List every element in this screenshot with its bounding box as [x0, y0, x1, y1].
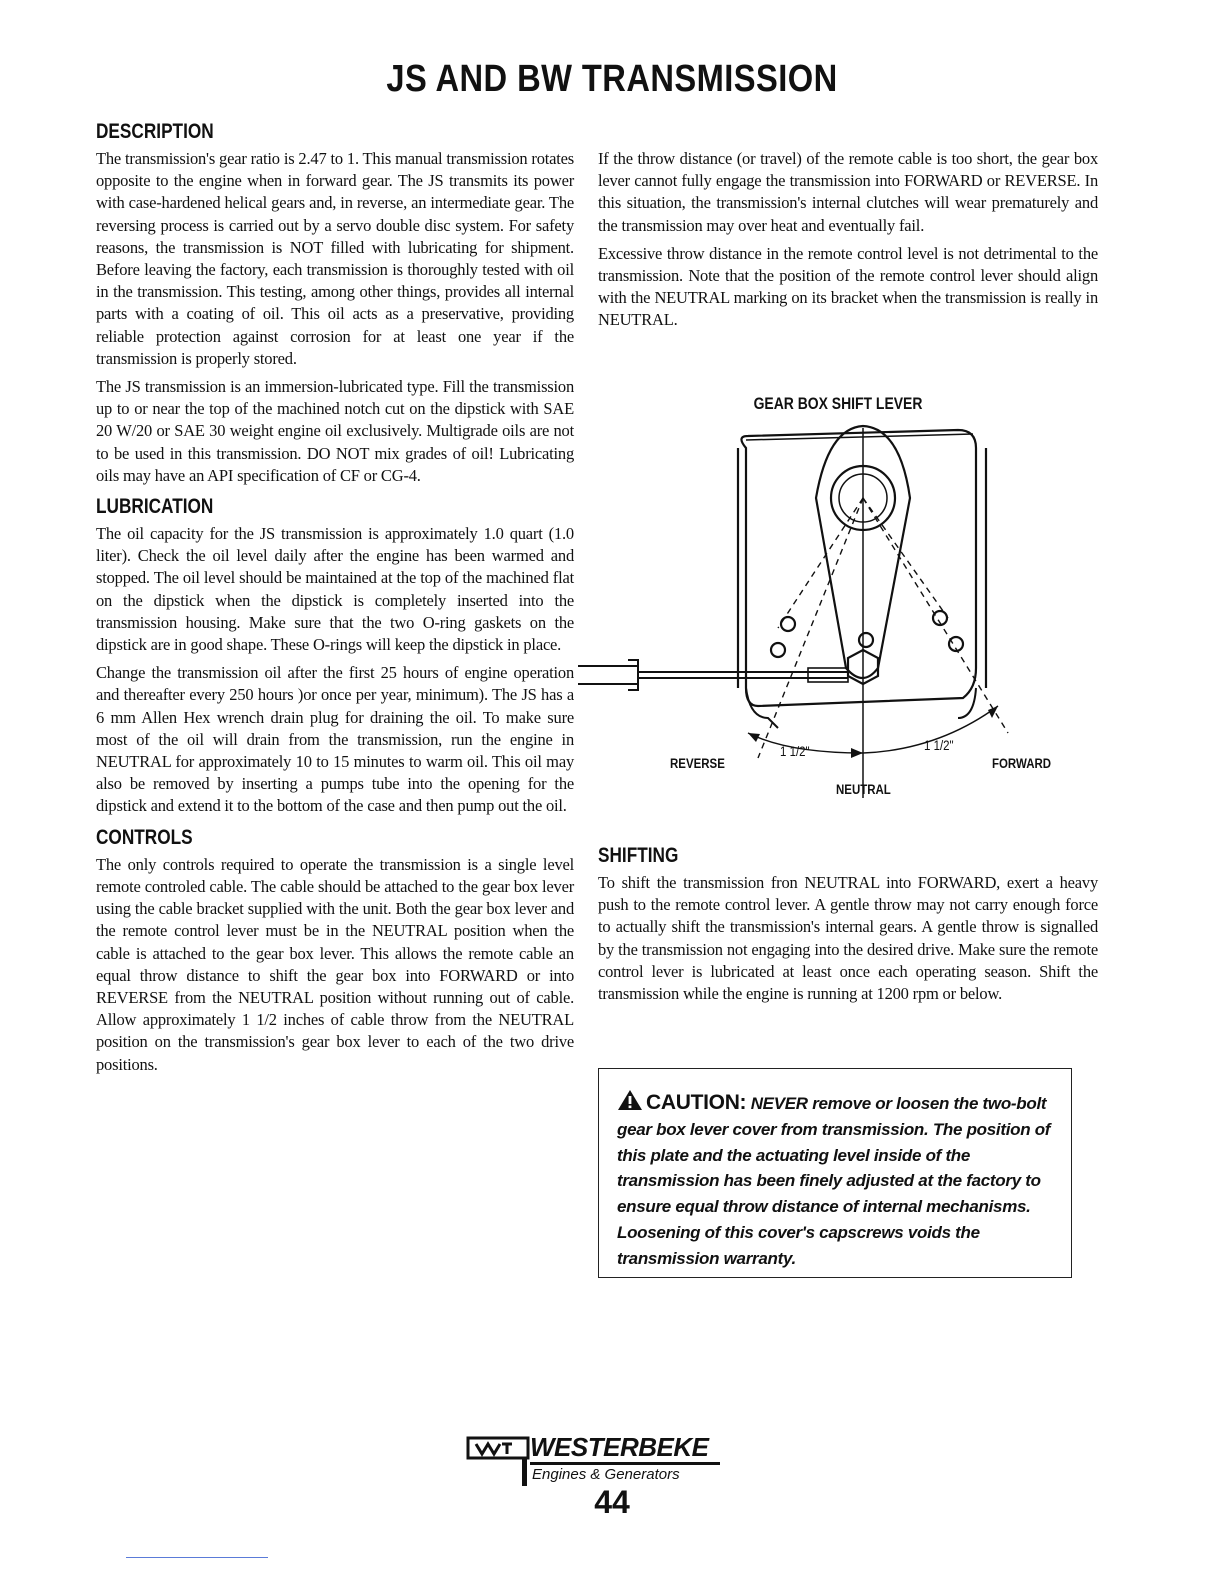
logo-brand: WESTERBEKE	[530, 1432, 709, 1462]
lubrication-heading: LUBRICATION	[96, 495, 214, 519]
logo-underline	[530, 1462, 720, 1465]
reverse-label: REVERSE	[670, 756, 725, 771]
page-number: 44	[594, 1484, 630, 1520]
neutral-label: NEUTRAL	[836, 782, 891, 797]
caution-label: CAUTION:	[646, 1091, 747, 1114]
shifting-heading: SHIFTING	[598, 844, 679, 867]
shifting-paragraph: To shift the transmission fron NEUTRAL into FORWARD, exert a heavy push to the remote control lever. A gentle throw may not carry enough force to actually shift the transmission's internal gears. A gentle throw is signalled by the transmission not engaging into the desired drive. Make sure the remote control lever is lubricated at least once each operating season. Shift the transmission while the engine is running at 1200 rpm or below.	[598, 873, 1098, 1004]
controls-paragraph-1: The only controls required to operate the transmission is a single level remote controled cable. The cable should be attached to the gear box lever using the cable bracket supplied with the unit. Both the gear box lever and the remote control lever must be in the NEUTRAL position when the cable is attached to the gear box lever. This allows the remote cable an equal throw distance to shift the gear box into FORWARD or into REVERSE from the NEUTRAL position without running out of cable. Allow approximately 1 1/2 inches of cable throw from the NEUTRAL position on the transmission's gear box lever to each of the two drive positions.	[96, 854, 574, 1074]
gear-box-shift-lever-figure	[578, 388, 1098, 828]
caution-text-block	[617, 1089, 1057, 1272]
dimension-left-label: 1 1/2"	[780, 744, 810, 759]
footer-rule	[126, 1557, 268, 1558]
westerbeke-logo	[466, 1432, 766, 1492]
left-column	[96, 120, 574, 1082]
description-paragraph-2: The JS transmission is an immersion-lubricated type. Fill the transmission up to or near the top of the machined notch cut on the dipstick with SAE 20 W/20 or SAE 30 weight engine oil exclusively. Multigrade oils are not to be used in this transmission. DO NOT mix grades of oil! Lubricating oils may have an API specification of CF or CG-4.	[96, 377, 574, 485]
lubrication-paragraph-2: Change the transmission oil after the first 25 hours of engine operation and thereafter every 250 hours )or once per year, minimum). The JS has a 6 mm Allen Hex wrench drain plug for draining the oil. To make sure most of the oil will drain from the transmission, run the engine in NEUTRAL for approximately 10 to 15 minutes to warm oil. This oil may also be removed by inserting a pumps tube into the opening for the dipstick and extend it to the bottom of the case and then pump out the oil.	[96, 663, 574, 816]
forward-label: FORWARD	[992, 756, 1052, 771]
westerbeke-emblem-icon	[466, 1432, 536, 1488]
caution-box	[598, 1068, 1072, 1278]
logo-tagline: Engines & Generators	[532, 1466, 680, 1483]
dimension-right-label: 1 1/2"	[924, 738, 954, 753]
description-paragraph-1: The transmission's gear ratio is 2.47 to 1. This manual transmission rotates opposite to the engine when in forward gear. The JS transmits its power with case-hardened helical gears and, in reverse, an intermediate gear. The reversing process is carried out by a servo double disc system. For safety reasons, the transmission is NOT filled with lubricating for shipment. Before leaving the factory, each transmission is thoroughly tested with oil in the transmission. This testing, among other things, provides all internal parts with a coating of oil. This oil acts as a preservative, providing reliable protection against corrosion for at least one year if the transmission is properly stored.	[96, 149, 574, 368]
figure-title: GEAR BOX SHIFT LEVER	[753, 394, 923, 413]
shifting-section	[598, 844, 1098, 1011]
controls-paragraph-2: If the throw distance (or travel) of the remote cable is too short, the gear box lever cannot fully engage the transmission into FORWARD or REVERSE. In this situation, the transmission's internal clutches will wear prematurely and the transmission may over heat and eventually fail.	[598, 149, 1098, 235]
controls-paragraph-3: Excessive throw distance in the remote control level is not detrimental to the transmission. Note that the position of the remote control lever should align with the NEUTRAL marking on its bracket when the transmission is really in NEUTRAL.	[598, 243, 1098, 330]
lubrication-paragraph-1: The oil capacity for the JS transmission is approximately 1.0 quart (1.0 liter). Check the oil level daily after the engine has been warmed and stopped. The oil level should be maintained at the top of the machined flat on the dipstick when the dipstick is completely inserted into the transmission housing. Make sure that the two O-ring gaskets on the dipstick are in good shape. These O-rings will keep the dipstick in place.	[96, 524, 574, 655]
controls-heading: CONTROLS	[96, 825, 193, 849]
right-column	[598, 148, 1098, 338]
caution-message: NEVER remove or loosen the two-bolt gear box lever cover from transmission. The position of this plate and the actuating level inside of the transmission has been finely adjusted at the factory to ensure equal throw distance of internal mechanisms. Loosening of this cover's capscrews voids the transmission warranty.	[617, 1094, 1051, 1268]
warning-triangle-icon	[617, 1089, 643, 1111]
page-title: JS AND BW TRANSMISSION	[386, 58, 838, 100]
description-heading: DESCRIPTION	[96, 120, 214, 143]
